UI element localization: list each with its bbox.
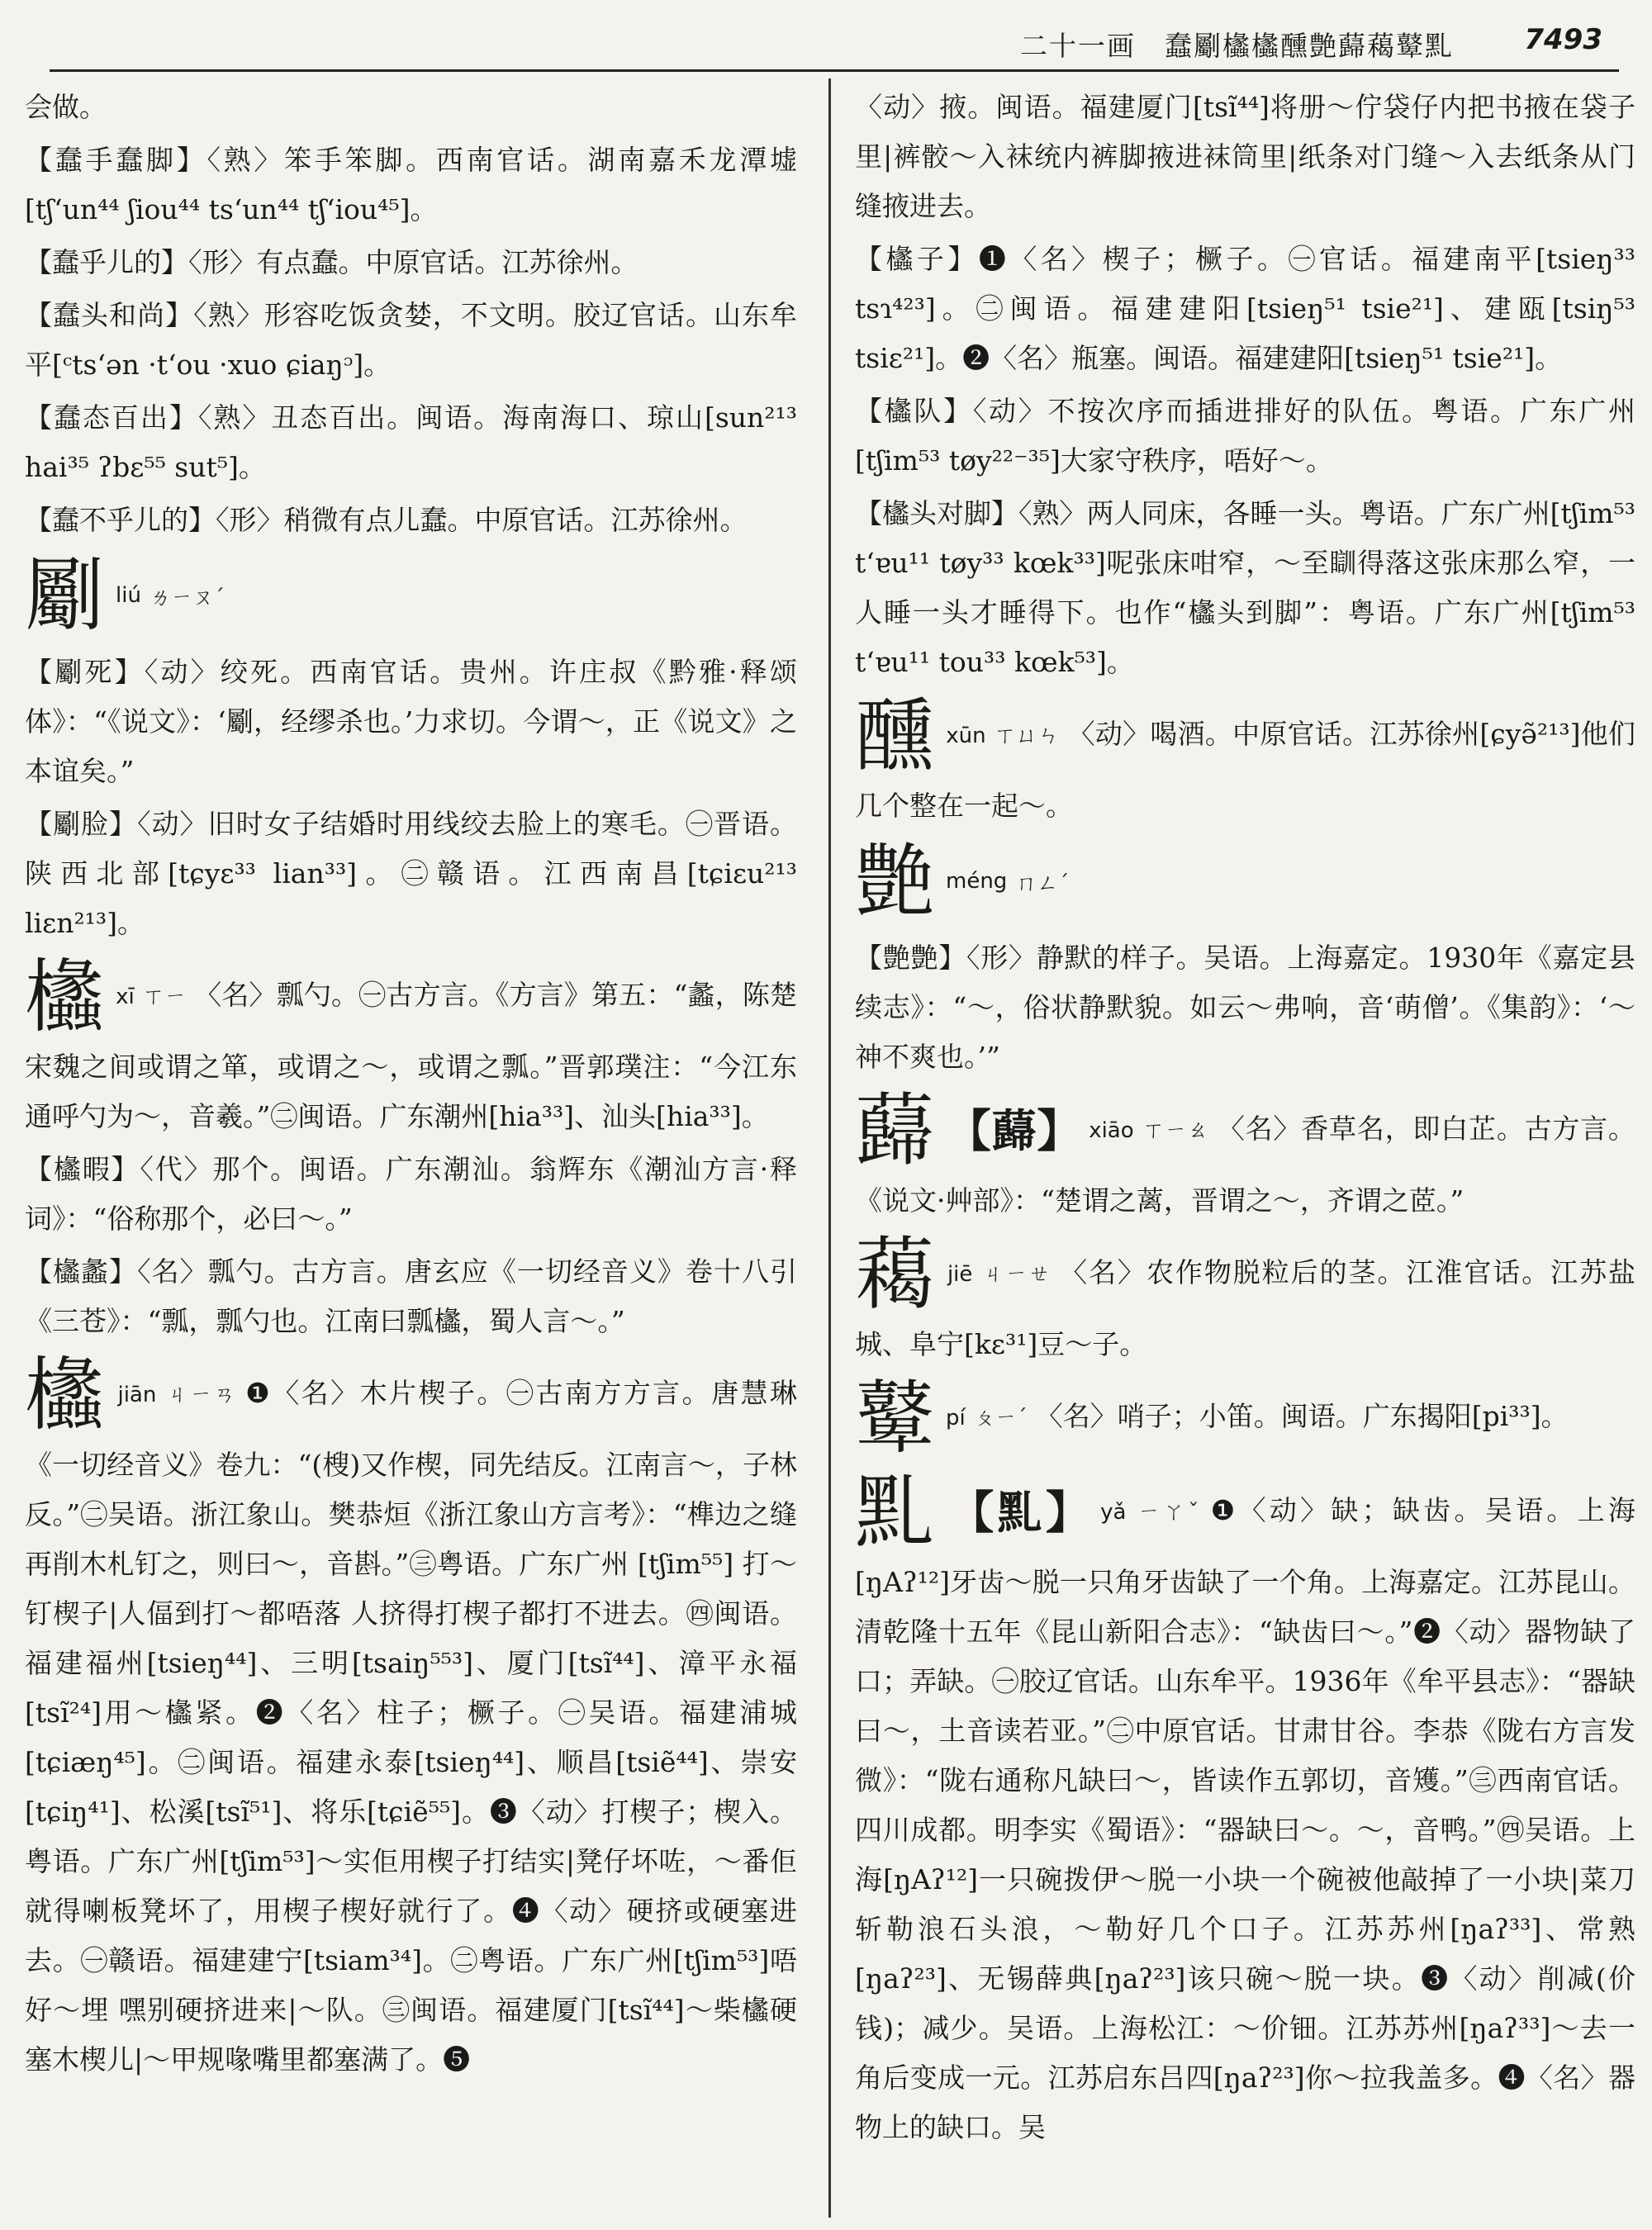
headword-pinyin: xī (116, 985, 135, 1009)
dictionary-entry: 【劚脸】〈动〉旧时女子结婚时用线绞去脸上的寒毛。㊀晋语。陕西北部[tɕyɛ³³ lian³³]。㊁赣语。江西南昌[tɕiɛu²¹³ liɛn²¹³]。 (25, 808, 797, 939)
left-column (25, 83, 797, 2222)
headword-definition: 〈名〉哨子；小笛。闽语。广东揭阳[pi³³]。 (1035, 1400, 1569, 1432)
dictionary-entry: 【欚蠡】〈名〉瓢勺。古方言。唐玄应《一切经音义》卷十八引《三苍》：“瓢，瓢勺也。江南曰瓢欚，蜀人言～。” (25, 1255, 797, 1337)
headword-character: 劚 (25, 549, 104, 642)
headword-zhuyin: ㄐㄧㄝ (980, 1262, 1052, 1287)
headword-definition: 〈名〉农作物脱粒后的茎。江淮官话。江苏盐城、阜宁[kɛ³¹]豆～子。 (855, 1256, 1635, 1360)
continued-text: 会做。 (25, 91, 107, 123)
headword-character: 藒 (855, 1228, 936, 1321)
headword-definition: 〈动〉喝酒。中原官话。江苏徐州[ɕyə̃²¹³]他们几个整在一起～。 (855, 718, 1635, 822)
headword-entry (25, 951, 797, 1141)
headword-entry (855, 1085, 1635, 1226)
column-divider (828, 78, 831, 2218)
headword-pinyin: pí (946, 1406, 966, 1431)
headword-entry (855, 1467, 1635, 2152)
headword-line (25, 550, 797, 641)
page-number: 7493 (1524, 23, 1602, 56)
headword-zhuyin: ㄐㄧㄢ (164, 1383, 238, 1407)
headword-zhuyin: ㄒㄩㄣ (994, 724, 1060, 748)
dictionary-entry: 【蠢头和尚】〈熟〉形容吃饭贪婪，不文明。胶辽官话。山东牟平[ᶜtsʻən ·tʻou ·xuo ɕiaŋᵓ]。 (25, 299, 797, 381)
dictionary-entry: 【欚子】❶〈名〉楔子；橛子。㊀官话。福建南平[tsieŋ³³ tsɿ⁴²³]。㊁闽语。福建建阳[tsieŋ⁵¹ tsie²¹]、建瓯[tsiŋ⁵³ tsiɛ²¹]。❷〈名〉瓶塞。闽语。福建建阳[tsieŋ⁵¹ tsie²¹]。 (855, 243, 1635, 374)
right-column (855, 83, 1635, 2222)
headword-zhuyin: ㄒㄧ (142, 985, 187, 1009)
headword-pinyin: xūn (946, 724, 986, 748)
headword-zhuyin: ㄒㄧㄠ (1142, 1118, 1209, 1143)
headword-entry (855, 1229, 1635, 1369)
dictionary-entry: 【艶艶】〈形〉静默的样子。吴语。上海嘉定。1930年《嘉定县续志》：“～，俗状静默貌。如云～弗响，音‘萌僧’。《集韵》：‘～神不爽也。’” (855, 942, 1635, 1073)
headword-line (855, 836, 1635, 927)
dictionary-entry: 【劚死】〈动〉绞死。西南官话。贵州。许庄叔《黔雅·释颂体》：“《说文》：‘劚，经缪杀也。’力求切。今谓～，正《说文》之本谊矣。” (25, 656, 797, 787)
headword-pinyin: méng (946, 869, 1008, 894)
headword-character: 欚 (25, 951, 105, 1043)
headword-pinyin: liú (116, 583, 141, 608)
continued-text: 〈动〉掖。闽语。福建厦门[tsĩ⁴⁴]将册～佇袋仔内把书掖在袋子里|裤骹～入袜统内裤脚掖进袜筒里|纸条对门缝～入去纸条从门缝掖进去。 (855, 91, 1635, 222)
headword-character: 蘬 (855, 1084, 935, 1177)
headword-pinyin: xiāo (1089, 1118, 1134, 1143)
dictionary-entry: 【欚队】〈动〉不按次序而插进排好的队伍。粤语。广东广州[tʃim⁵³ tøy²²⁻³⁵]大家守秩序，唔好～。 (855, 395, 1635, 477)
dictionary-entry: 【蠢不乎儿的】〈形〉稍微有点儿蠢。中原官话。江苏徐州。 (25, 504, 748, 536)
headword-zhuyin: ㄌㄧㄡˊ (149, 585, 225, 610)
headword-character: 䵝 (855, 1466, 938, 1559)
headword-character: 欚 (25, 1349, 107, 1441)
headword-definition: 〈名〉瓢勺。㊀古方言。《方言》第五：“蠡，陈楚宋魏之间或谓之箪，或谓之～，或谓之瓢。”晋郭璞注：“今江东通呼勺为～，音羲。”㊁闽语。广东潮州[hia³³]、汕头[hia³³]。 (25, 979, 797, 1132)
dictionary-entry: 【蠢手蠢脚】〈熟〉笨手笨脚。西南官话。湖南嘉禾龙潭墟[tʃʻun⁴⁴ ʃiou⁴⁴ tsʻun⁴⁴ tʃʻiou⁴⁵]。 (25, 144, 797, 225)
headword-variant: 【蘬】 (946, 1104, 1083, 1157)
dictionary-entry: 【欚头对脚】〈熟〉两人同床，各睡一头。粤语。广东广州[tʃim⁵³ tʻɐu¹¹ tøy³³ kœk³³]呢张床咁窄，～至瞓得落这张床那么窄，一人睡一头才睡得下。也作“欚头到脚”：粤语。广东广州[tʃim⁵³ tʻɐu¹¹ tou³³ kœk⁵³]。 (855, 497, 1635, 678)
headword-entry (855, 1373, 1635, 1464)
dictionary-entry: 【蠢乎儿的】〈形〉有点蠢。中原官话。江苏徐州。 (25, 246, 638, 278)
headword-zhuyin: ㄆㄧˊ (973, 1406, 1028, 1431)
headword-variant: 【䵝】 (949, 1486, 1094, 1539)
headword-character: 艶 (855, 835, 934, 928)
running-header (50, 12, 1619, 72)
headword-character: 醺 (855, 690, 935, 782)
headword-pinyin: jiān (117, 1383, 157, 1407)
headword-zhuyin: ㄧㄚˇ (1134, 1500, 1203, 1525)
dictionary-entry: 【欚暇】〈代〉那个。闽语。广东潮汕。翁辉东《潮汕方言·释词》：“俗称那个，必曰～。” (25, 1153, 797, 1235)
headword-pinyin: jiē (947, 1262, 973, 1287)
headword-character: 鼙 (855, 1372, 934, 1464)
headword-definition: ❶〈动〉缺；缺齿。吴语。上海[ŋAʔ¹²]牙齿～脱一只角牙齿缺了一个角。上海嘉定。江苏昆山。清乾隆十五年《昆山新阳合志》：“缺齿曰～。”❷〈动〉器物缺了口；弄缺。㊀胶辽官话。山东牟平。1936年《牟平县志》：“器缺曰～，土音读若亚。”㊁中原官话。甘肃甘谷。李恭《陇右方言发微》：“陇右通称凡缺曰～，皆读作五郭切，音矱。”㊂西南官话。四川成都。明李实《蜀语》：“器缺曰～。～，音鸭。”㊃吴语。上海[ŋAʔ¹²]一只碗拨伊～脱一小块一个碗被他敲掉了一小块|菜刀斩勒浪石头浪，～勒好几个口子。江苏苏州[ŋaʔ³³]、常熟[ŋaʔ²³]、无锡薛典[ŋaʔ²³]该只碗～脱一块。❸〈动〉削减(价钱)；减少。吴语。上海松江：～价钿。江苏苏州[ŋaʔ³³]～去一角后变成一元。江苏启东吕四[ŋaʔ²³]你～拉我盖多。❹〈名〉器物上的缺口。吴 (855, 1494, 1635, 2143)
headword-entry (25, 1350, 797, 2085)
headword-definition: ❶〈名〉木片楔子。㊀古南方方言。唐慧琳《一切经音义》卷九：“(㮴)又作楔，同先结反。江南言～，子林反。”㊁吴语。浙江象山。樊恭烜《浙江象山方言考》：“榫边之缝再削木札钉之，则曰～，音斟。”㊂粤语。广东广州 [tʃim⁵⁵] 打～钉楔子|人偪到打～都唔落 人挤得打楔子都打不进去。㊃闽语。福建福州[tsieŋ⁴⁴]、三明[tsaiŋ⁵⁵³]、厦门[tsĩ⁴⁴]、漳平永福[tsĩ²⁴]用～欚紧。❷〈名〉柱子；橛子。㊀吴语。福建浦城[tɕiæŋ⁴⁵]。㊁闽语。福建永泰[tsieŋ⁴⁴]、顺昌[tsiẽ⁴⁴]、崇安[tɕiŋ⁴¹]、松溪[tsĩ⁵¹]、将乐[tɕiẽ⁵⁵]。❸〈动〉打楔子；楔入。粤语。广东广州[tʃim⁵³]～实佢用楔子打结实|凳仔坏咗，～番佢就得喇板凳坏了，用楔子楔好就行了。❹〈动〉硬挤或硬塞进去。㊀赣语。福建建宁[tsiam³⁴]。㊁粤语。广东广州[tʃim⁵³]唔好～埋 嘿别硬挤进来|～队。㊂闽语。福建厦门[tsĩ⁴⁴]～柴欚硬塞木楔儿|～甲规喙嘴里都塞满了。❺ (25, 1377, 797, 2076)
headword-zhuyin: ㄇㄥˊ (1015, 871, 1070, 896)
header-stroke-title: 二十一画 蠢劚欚欚醺艶蘬藒鼙䵝 (1020, 30, 1454, 62)
headword-definition: 〈名〉香草名，即白芷。古方言。《说文·艸部》：“楚谓之蓠，晋谓之～，齐谓之茝。” (855, 1113, 1635, 1217)
dictionary-entry: 【蠢态百出】〈熟〉丑态百出。闽语。海南海口、琼山[sun²¹³ hai³⁵ ʔbɛ⁵⁵ sut⁵]。 (25, 401, 797, 483)
headword-pinyin: yǎ (1100, 1500, 1127, 1525)
headword-entry (855, 690, 1635, 831)
